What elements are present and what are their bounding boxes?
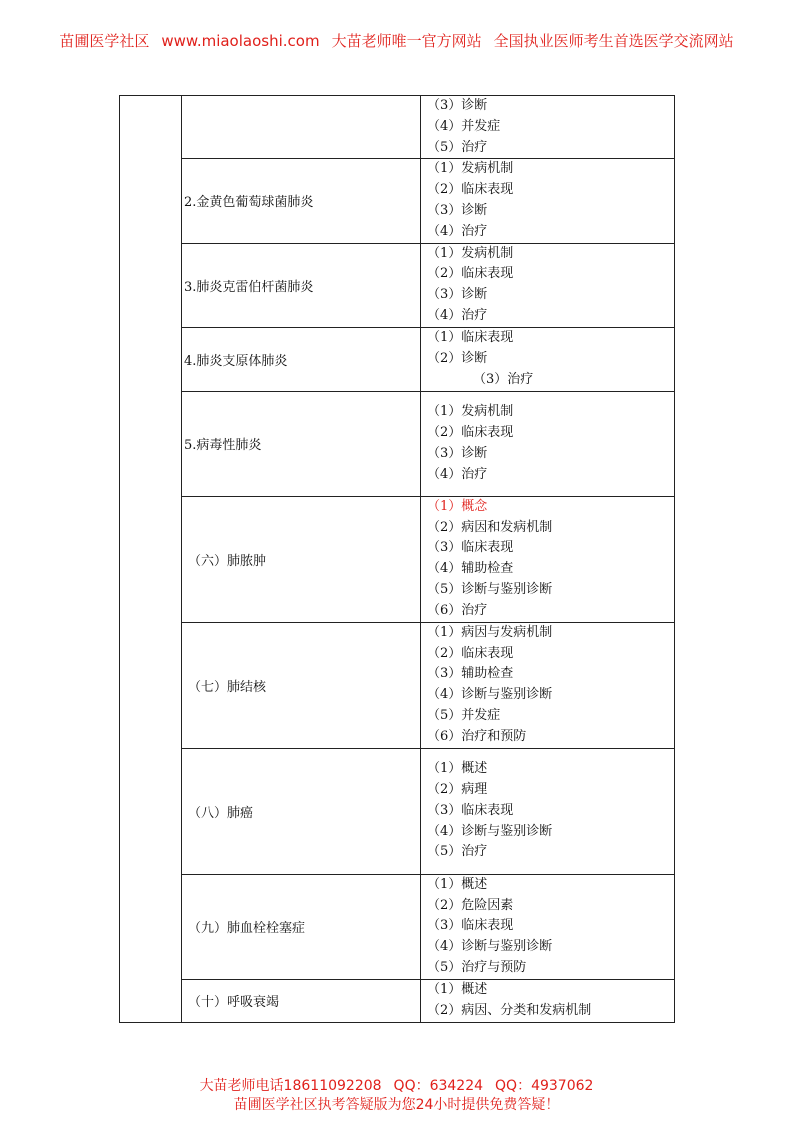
list-item: （1）发病机制	[427, 245, 514, 261]
list-item: （2）病因、分类和发病机制	[427, 1002, 592, 1018]
list-item: （2）临床表现	[427, 266, 514, 282]
list-item: （2）诊断	[427, 350, 488, 366]
unit-column	[120, 96, 182, 1023]
topic-cell	[182, 159, 421, 243]
topic-cell	[182, 748, 421, 874]
list-item: （5）治疗	[427, 844, 488, 860]
topic-label: 4.肺炎支原体肺炎	[184, 353, 288, 369]
list-item: （2）临床表现	[427, 182, 514, 198]
table-row	[120, 391, 675, 496]
list-item: （2）危险因素	[427, 897, 514, 913]
topic-label: （九）肺血栓栓塞症	[188, 921, 306, 937]
list-item: （2）临床表现	[427, 424, 514, 440]
list-item: （3）诊断	[427, 202, 488, 218]
list-item: （2）病理	[427, 782, 488, 798]
list-item: （2）临床表现	[427, 645, 514, 661]
topic-cell	[182, 96, 421, 159]
list-item: （4）治疗	[427, 307, 488, 323]
topic-label: 5.病毒性肺炎	[184, 438, 262, 454]
list-item: （6）治疗和预防	[427, 728, 527, 744]
topic-label: 2.金黄色葡萄球菌肺炎	[184, 195, 314, 211]
table-row	[120, 327, 675, 391]
items-cell	[421, 327, 675, 391]
topic-cell	[182, 622, 421, 748]
list-item: （3）治疗	[473, 371, 534, 387]
items-cell	[421, 391, 675, 496]
list-item: （5）诊断与鉴别诊断	[427, 582, 553, 598]
list-item: （1）概述	[427, 761, 488, 777]
items-cell	[421, 243, 675, 327]
list-item: （1）概念	[427, 498, 488, 514]
items-cell	[421, 159, 675, 243]
list-item: （1）发病机制	[427, 404, 514, 420]
table-row	[120, 243, 675, 327]
contact-phone: 大苗老师电话18611092208	[199, 1078, 382, 1094]
site-slogan: 全国执业医师考生首选医学交流网站	[493, 32, 734, 50]
footer-contact-line	[0, 1077, 793, 1096]
list-item: （3）临床表现	[427, 802, 514, 818]
list-item: （1）病因与发病机制	[427, 624, 553, 640]
topic-cell	[182, 874, 421, 979]
official-site-note: 大苗老师唯一官方网站	[331, 32, 482, 50]
list-item: （6）治疗	[427, 602, 488, 618]
list-item: （4）诊断与鉴别诊断	[427, 687, 553, 703]
topic-label: （六）肺脓肿	[188, 553, 267, 569]
list-item: （4）辅助检查	[427, 561, 514, 577]
list-item: （4）诊断与鉴别诊断	[427, 939, 553, 955]
topic-label: （七）肺结核	[188, 679, 267, 695]
topic-cell	[182, 496, 421, 622]
table-row	[120, 874, 675, 979]
contact-qq-1: QQ：634224	[393, 1078, 484, 1094]
items-cell	[421, 979, 675, 1022]
list-item: （4）诊断与鉴别诊断	[427, 823, 553, 839]
list-item: （1）概述	[427, 981, 488, 997]
list-item: （1）发病机制	[427, 161, 514, 177]
list-item: （3）诊断	[427, 98, 488, 113]
list-item: （5）治疗与预防	[427, 959, 527, 975]
list-item: （1）概述	[427, 876, 488, 892]
topic-cell	[182, 979, 421, 1022]
list-item: （5）治疗	[427, 139, 488, 155]
topic-cell	[182, 391, 421, 496]
items-cell	[421, 748, 675, 874]
page-header	[0, 30, 793, 51]
page-footer	[0, 1077, 793, 1115]
contact-qq-2: QQ：4937062	[495, 1078, 594, 1094]
topic-label: （十）呼吸衰竭	[188, 995, 280, 1011]
topic-label: 3.肺炎克雷伯杆菌肺炎	[184, 279, 314, 295]
list-item: （3）临床表现	[427, 918, 514, 934]
list-item: （4）并发症	[427, 118, 501, 134]
site-url[interactable]: www.miaolaoshi.com	[161, 32, 320, 50]
topic-cell	[182, 243, 421, 327]
table-row	[120, 748, 675, 874]
items-cell	[421, 874, 675, 979]
topic-label: （八）肺癌	[188, 805, 254, 821]
syllabus-table	[119, 95, 675, 1023]
table-row	[120, 496, 675, 622]
items-cell	[421, 622, 675, 748]
list-item: （3）临床表现	[427, 540, 514, 556]
table-row	[120, 979, 675, 1022]
list-item: （2）病因和发病机制	[427, 519, 553, 535]
topic-cell	[182, 327, 421, 391]
site-name: 苗圃医学社区	[59, 32, 150, 50]
list-item: （4）治疗	[427, 223, 488, 239]
table-row	[120, 159, 675, 243]
table-row	[120, 622, 675, 748]
list-item: （4）治疗	[427, 466, 488, 482]
table-row	[120, 96, 675, 159]
list-item: （3）诊断	[427, 287, 488, 303]
items-cell	[421, 496, 675, 622]
list-item: （1）临床表现	[427, 330, 514, 346]
footer-service-line: 苗圃医学社区执考答疑版为您24小时提供免费答疑！	[233, 1097, 560, 1113]
items-cell	[421, 96, 675, 159]
list-item: （3）辅助检查	[427, 666, 514, 682]
list-item: （5）并发症	[427, 708, 501, 724]
list-item: （3）诊断	[427, 445, 488, 461]
